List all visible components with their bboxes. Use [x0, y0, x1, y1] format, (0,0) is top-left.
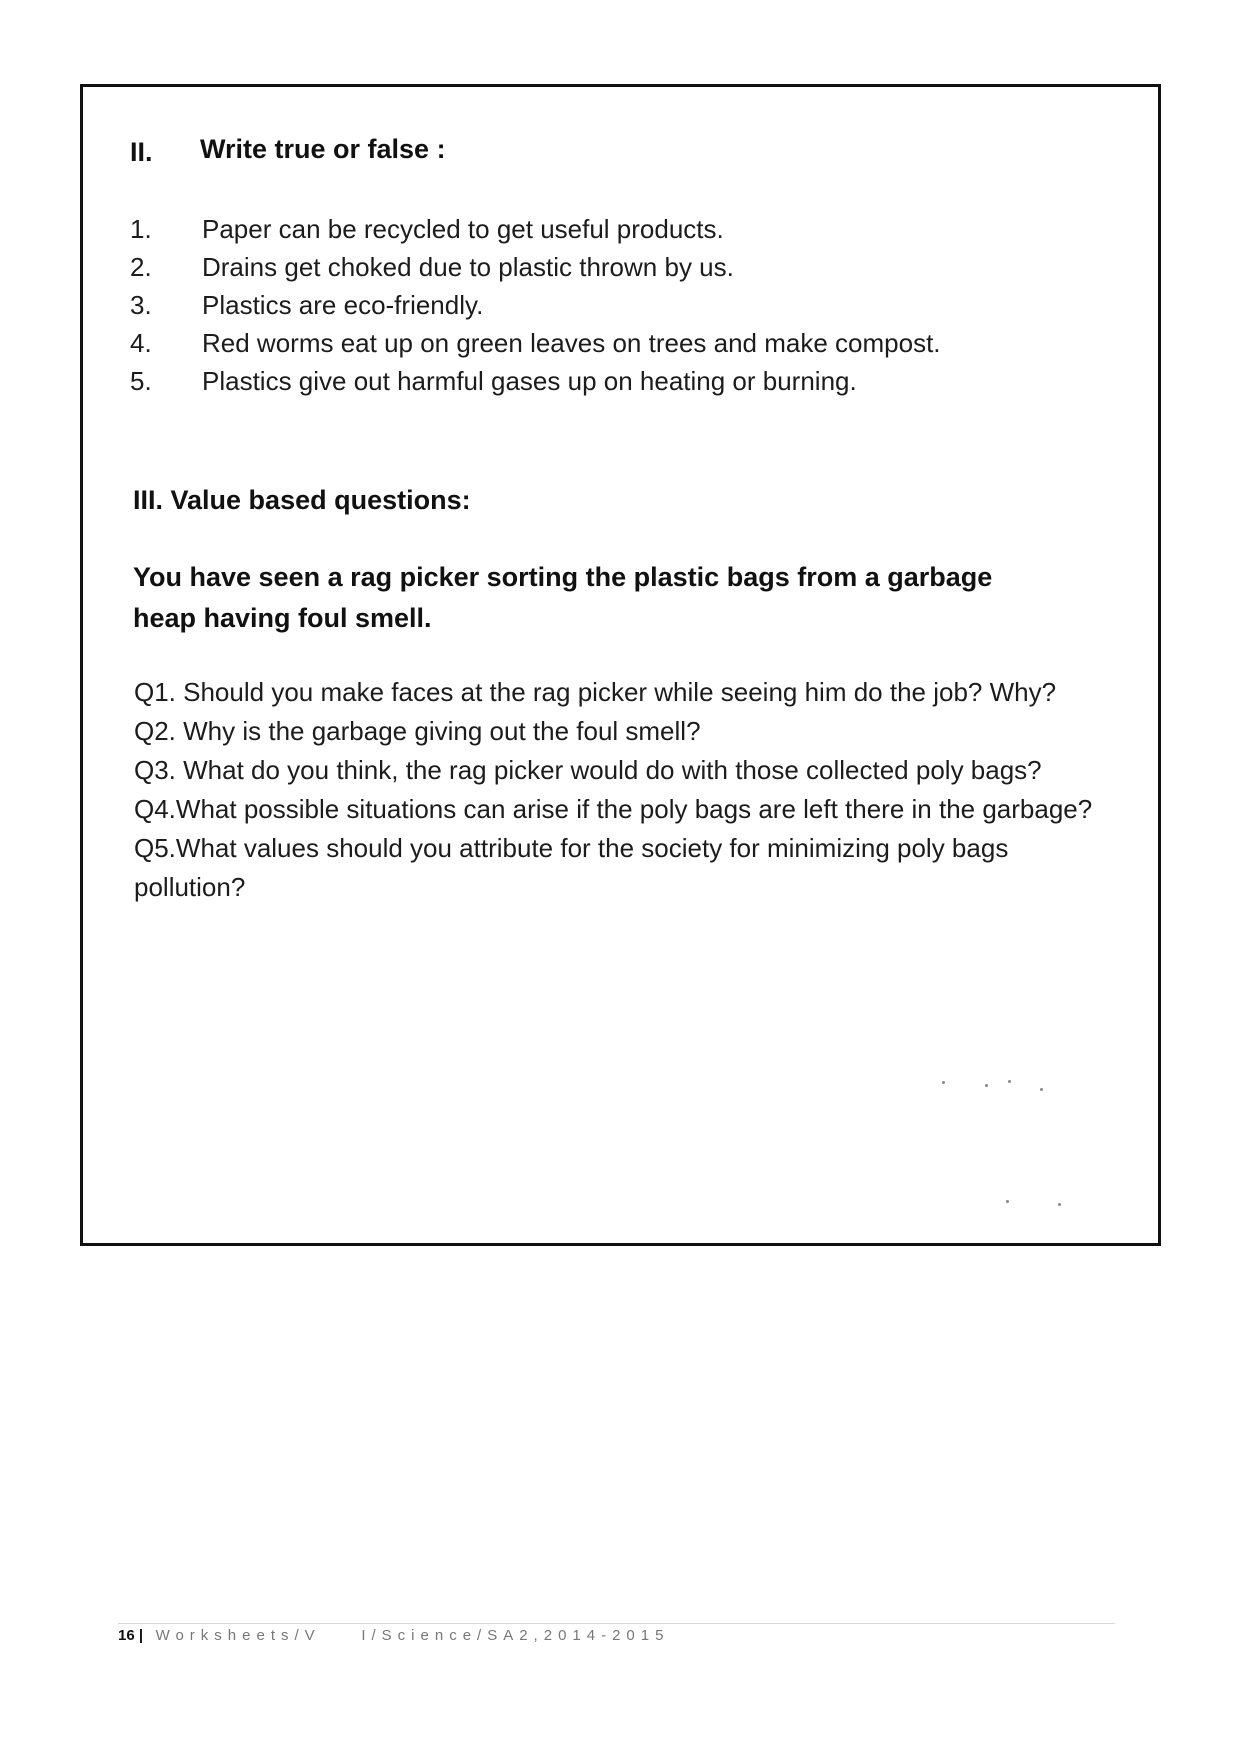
question-item: Q5.What values should you attribute for the society for minimizing poly bags pollution? [134, 833, 1009, 902]
scan-speck [1006, 1200, 1009, 1203]
true-false-list [130, 210, 1090, 400]
item-number: 1. [130, 213, 152, 244]
question-item: Q2. Why is the garbage giving out the foul smell? [134, 716, 701, 746]
page-footer [118, 1627, 669, 1644]
footer-divider [118, 1623, 1115, 1624]
item-text: Red worms eat up on green leaves on trees and make compost. [202, 327, 941, 358]
item-text: Drains get choked due to plastic thrown by us. [202, 251, 734, 282]
section-2-number: II. [130, 137, 153, 167]
list-item [130, 324, 1090, 362]
item-number: 2. [130, 251, 152, 282]
scan-speck [942, 1081, 945, 1084]
section-2-title: Write true or false : [200, 134, 446, 164]
item-text: Plastics are eco-friendly. [202, 289, 484, 320]
question-list [134, 673, 1114, 907]
list-item [130, 210, 1090, 248]
scan-speck [1008, 1080, 1011, 1083]
section-3-title: III. Value based questions: [133, 485, 471, 515]
item-text: Plastics give out harmful gases up on heating or burning. [202, 365, 857, 396]
scan-speck [1040, 1088, 1043, 1091]
scenario-text: You have seen a rag picker sorting the plastic bags from a garbage heap having foul smell. [133, 562, 993, 633]
item-number: 4. [130, 327, 152, 358]
list-item [130, 286, 1090, 324]
scan-speck [1058, 1203, 1061, 1206]
list-item [130, 362, 1090, 400]
list-item [130, 248, 1090, 286]
question-item: Q1. Should you make faces at the rag picker while seeing him do the job? Why? [134, 677, 1057, 707]
footer-path: Worksheets/V I/Science/SA2,2014-2015 [155, 1627, 670, 1644]
scan-speck [985, 1084, 988, 1087]
item-number: 5. [130, 365, 152, 396]
question-item: Q4.What possible situations can arise if the poly bags are left there in the garbage? [134, 794, 1093, 824]
item-number: 3. [130, 289, 152, 320]
page-number: 16 | [118, 1627, 144, 1644]
question-item: Q3. What do you think, the rag picker would do with those collected poly bags? [134, 755, 1042, 785]
item-text: Paper can be recycled to get useful products. [202, 213, 724, 244]
